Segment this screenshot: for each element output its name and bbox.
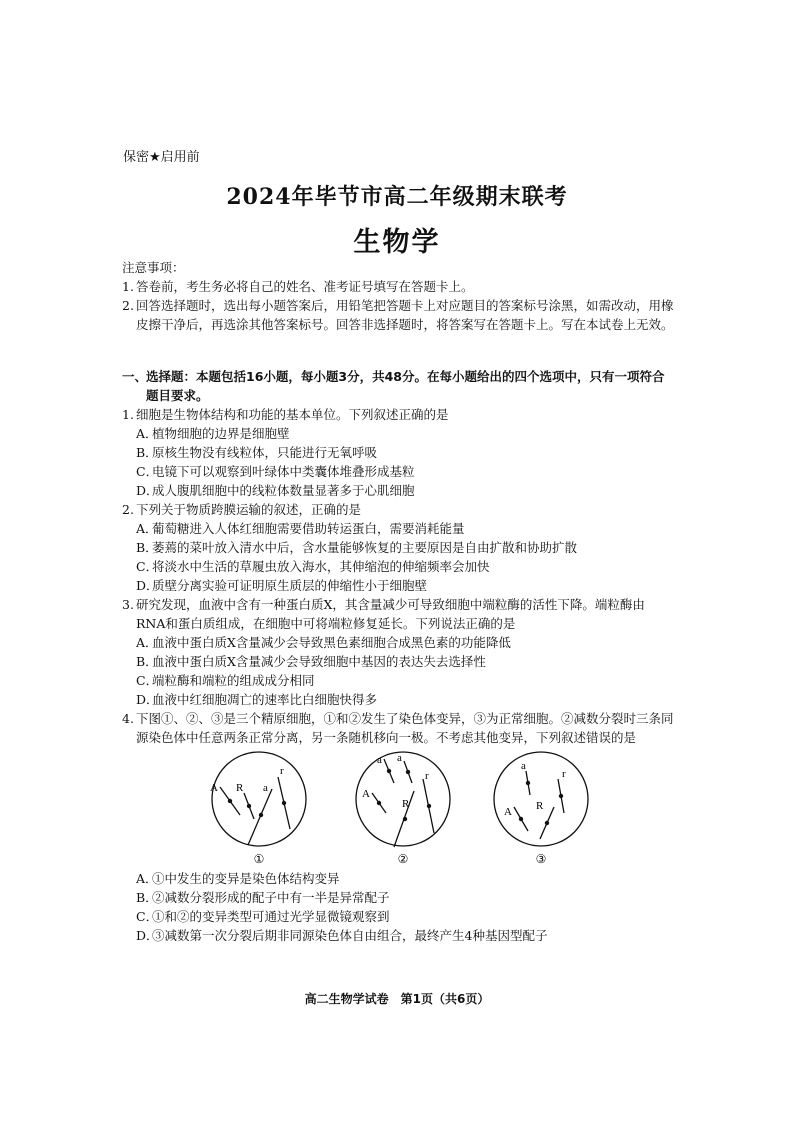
- figure-caption: ②: [397, 852, 409, 866]
- option-text: 萎蔫的菜叶放入清水中后，含水量能够恢复的主要原因是自由扩散和协助扩散: [152, 540, 578, 555]
- option-text: 血液中蛋白质X含量减少会导致黑色素细胞合成黑色素的功能降低: [152, 635, 511, 650]
- question-block: [122, 367, 674, 945]
- gene-label: r: [425, 770, 429, 782]
- option-d: [122, 926, 674, 945]
- option-label: B．: [136, 540, 158, 555]
- question-text: 研究发现，血液中含有一种蛋白质X，其含量减少可导致细胞中端粒酶的活性下降。端粒酶由RNA和蛋白质组成，在细胞中可将端粒修复延长。下列说法正确的是: [136, 597, 645, 631]
- option-label: A．: [136, 521, 158, 536]
- cell-diagram-1: [206, 749, 316, 867]
- option-label: D．: [136, 483, 159, 498]
- option-label: C．: [136, 909, 159, 924]
- option-label: C．: [136, 673, 159, 688]
- question-number: 4.: [122, 711, 134, 726]
- option-c: [122, 907, 674, 926]
- option-text: 血液中红细胞凋亡的速率比白细胞快得多: [152, 692, 378, 707]
- option-label: B．: [136, 654, 158, 669]
- note-number: 1.: [122, 279, 134, 294]
- question-stem: [122, 500, 674, 519]
- cell-figure-2: [350, 749, 460, 867]
- option-label: C．: [136, 464, 159, 479]
- option-text: 质壁分离实验可证明原生质层的伸缩性小于细胞壁: [152, 578, 428, 593]
- option-text: 葡萄糖进入人体红细胞需要借助转运蛋白，需要消耗能量: [152, 521, 465, 536]
- option-d: [122, 481, 674, 500]
- option-a: [122, 869, 674, 888]
- gene-label: A: [504, 806, 512, 818]
- gene-label: R: [402, 798, 410, 810]
- gene-label: R: [236, 782, 244, 794]
- note-item: [122, 296, 674, 334]
- gene-label: r: [562, 768, 566, 780]
- option-c: [122, 557, 674, 576]
- option-label: D．: [136, 692, 159, 707]
- option-text: ①中发生的变异是染色体结构变异: [152, 871, 340, 886]
- notes-block: [122, 258, 674, 334]
- subject-title: 生物学: [353, 227, 441, 258]
- option-d: [122, 576, 674, 595]
- option-label: A．: [136, 426, 158, 441]
- notes-heading: 注意事项：: [122, 260, 185, 275]
- option-label: A．: [136, 635, 158, 650]
- section-label: 一、: [122, 369, 148, 384]
- question-stem: [122, 709, 674, 747]
- question-number: 3.: [122, 597, 134, 612]
- cell-diagram-3: [488, 749, 598, 867]
- option-text: 血液中蛋白质X含量减少会导致细胞中基因的表达失去选择性: [152, 654, 486, 669]
- figure-caption: ③: [535, 852, 547, 866]
- option-text: 原核生物没有线粒体，只能进行无氧呼吸: [152, 445, 378, 460]
- question-text: 下图①、②、③是三个精原细胞，①和②发生了染色体变异，③为正常细胞。②减数分裂时三条同源染色体中任意两条正常分离，另一条随机移向一极。不考虑其他变异，下列叙述错误的是: [136, 711, 674, 745]
- cell-figure-3: [488, 749, 598, 867]
- gene-label: a: [521, 760, 526, 772]
- gene-label: a: [263, 782, 268, 794]
- question-number: 1.: [122, 407, 134, 422]
- section-text: 选择题：本题包括16小题，每小题3分，共48分。在每小题给出的四个选项中，只有一项符合题目要求。: [146, 369, 665, 403]
- exam-title: 2024年毕节市高二年级期末联考: [226, 184, 568, 210]
- section-heading: [122, 367, 674, 405]
- option-label: B．: [136, 445, 158, 460]
- gene-label: A: [210, 782, 218, 794]
- question-number: 2.: [122, 502, 134, 517]
- note-item: [122, 277, 674, 296]
- question-text: 细胞是生物体结构和功能的基本单位。下列叙述正确的是: [136, 407, 449, 422]
- option-a: [122, 633, 674, 652]
- option-label: B．: [136, 890, 158, 905]
- cell-figures: [122, 749, 674, 867]
- option-b: [122, 888, 674, 907]
- note-number: 2.: [122, 298, 134, 313]
- option-b: [122, 538, 674, 557]
- option-b: [122, 443, 674, 462]
- option-label: C．: [136, 559, 159, 574]
- cell-figure-1: [206, 749, 316, 867]
- figure-caption: ①: [253, 852, 265, 866]
- option-a: [122, 424, 674, 443]
- gene-label: a: [397, 752, 402, 764]
- option-label: D．: [136, 578, 159, 593]
- gene-label: a: [377, 754, 382, 766]
- gene-label: A: [362, 788, 370, 800]
- option-label: D．: [136, 928, 159, 943]
- option-text: ②减数分裂形成的配子中有一半是异常配子: [152, 890, 390, 905]
- option-text: 成人腹肌细胞中的线粒体数量显著多于心肌细胞: [152, 483, 415, 498]
- note-text: 答卷前，考生务必将自己的姓名、准考证号填写在答题卡上。: [136, 279, 474, 294]
- gene-label: r: [280, 765, 284, 777]
- option-a: [122, 519, 674, 538]
- option-text: 端粒酶和端粒的组成成分相同: [152, 673, 315, 688]
- note-text: 回答选择题时，选出每小题答案后，用铅笔把答题卡上对应题目的答案标号涂黑，如需改动，用橡皮擦干净后，再选涂其他答案标号。回答非选择题时，将答案写在答题卡上。写在本试卷上无效。: [136, 298, 674, 332]
- option-b: [122, 652, 674, 671]
- option-c: [122, 671, 674, 690]
- option-text: ①和②的变异类型可通过光学显微镜观察到: [152, 909, 390, 924]
- cell-diagram-2: [350, 749, 460, 867]
- option-text: 电镜下可以观察到叶绿体中类囊体堆叠形成基粒: [152, 464, 415, 479]
- option-text: 植物细胞的边界是细胞壁: [152, 426, 290, 441]
- option-d: [122, 690, 674, 709]
- question-stem: [122, 595, 674, 633]
- gene-label: R: [536, 800, 544, 812]
- confidential-mark: 保密★启用前: [123, 150, 200, 165]
- question-stem: [122, 405, 674, 424]
- option-text: ③减数第一次分裂后期非同源染色体自由组合，最终产生4种基因型配子: [152, 928, 548, 943]
- page-footer: 高二生物学试卷 第1页（共6页）: [304, 992, 490, 1006]
- option-text: 将淡水中生活的草履虫放入海水，其伸缩泡的伸缩频率会加快: [152, 559, 490, 574]
- question-text: 下列关于物质跨膜运输的叙述，正确的是: [136, 502, 362, 517]
- option-c: [122, 462, 674, 481]
- option-label: A．: [136, 871, 158, 886]
